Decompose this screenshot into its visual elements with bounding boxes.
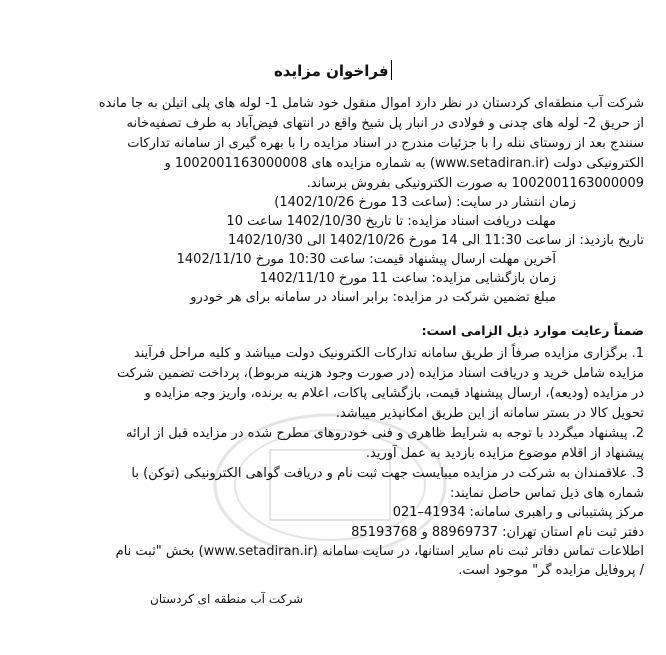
note-line: پیشنهاد از اقلام موضوع مزایده بازدید به عمل آورید. (365, 446, 644, 461)
signature: شرکت آب منطقه ای کردستان (150, 592, 304, 606)
schedule-line: زمان بازگشایی مزایده: ساعت 11 مورخ 1402/11/10 (259, 271, 556, 286)
notice-title (0, 60, 666, 80)
note-line: 1. برگزاری مزایده صرفاً از طریق سامانه تدارکات الکترونیک دولت میباشد و کلیه مراحل فرآیند (133, 346, 644, 361)
note-line: شماره های ذیل تماس حاصل نمایند: (449, 486, 644, 501)
intro-line: از حریق 2- لوله های چدنی و فولادی در انبار پل شیخ واقع در انتهای فیض‌آباد به طرف تصفیه‌خانه (126, 116, 644, 131)
contact-line: اطلاعات تماس دفاتر ثبت نام سایر استانها، در سایت سامانه (www.setadiran.ir) بخش "ثبت نام (115, 544, 644, 559)
schedule-line: مبلغ تضمین شرکت در مزایده: برابر اسناد در سامانه برای هر خودرو (190, 290, 556, 305)
intro-line: شرکت آب منطقه‌ای کردستان در نظر دارد اموال منقول خود شامل 1- لوله های پلی اتیلن به جا مانده (98, 96, 644, 111)
schedule-line: تاریخ بازدید: از ساعت 11:30 الی 14 مورخ 1402/10/26 الی 1402/10/30 (227, 233, 644, 248)
note-line: تحویل کالا در بستر سامانه از این طریق امکانپذیر میباشد. (335, 406, 644, 421)
note-line: 3. علاقمندان به شرکت در مزایده میبایست جهت ثبت نام و دریافت گواهی الکترونیکی (توکن) با (131, 466, 644, 481)
intro-line: 1002001163000009 به صورت الکترونیکی بفروش برساند. (306, 176, 644, 191)
schedule-line: مهلت دریافت اسناد مزایده: تا تاریخ 1402/10/30 ساعت 10 (226, 214, 556, 229)
contact-line: / پروفایل مزایده گر" موجود است. (458, 563, 644, 578)
notes-heading: ضمناً رعایت موارد ذیل الزامی است: (421, 323, 644, 338)
note-line: مزایده شامل خرید و دریافت اسناد مزایده (در صورت وجود هزینه مربوط)، پرداخت تضمین شرکت (116, 366, 644, 381)
title-text: فراخوان مزایده (273, 62, 389, 80)
contact-line: مرکز پشتیبانی و راهبری سامانه: 41934–021 (392, 505, 644, 520)
note-line: در مزایده (ودیعه)، ارسال پیشنهاد قیمت، بازگشایی پاکات، اعلام به برنده، واریز وجه مزایده و (144, 386, 644, 401)
schedule-line: آخرین مهلت ارسال پیشنهاد قیمت: ساعت 10:30 مورخ 1402/11/10 (176, 252, 556, 267)
contact-line: دفتر ثبت نام استان تهران: 88969737 و 85193768 (351, 525, 644, 540)
text-cursor (391, 60, 393, 80)
intro-line: الکترونیکی دولت (www.setadiran.ir) به شماره مزایده های 1002001163000008 و (164, 156, 644, 171)
intro-line: سنندج بعد از روستای ننله را با جزئیات مندرج در اسناد مزایده را با بهره گیری از سامانه تدارکات (127, 136, 644, 151)
note-line: 2. پیشنهاد میگردد با توجه به شرایط ظاهری و فنی خودروهای مطرح شده در مزایده قبل از ارائه (125, 426, 644, 441)
schedule-line: زمان انتشار در سایت: (ساعت 13 مورخ 1402/10/26) (274, 195, 576, 210)
